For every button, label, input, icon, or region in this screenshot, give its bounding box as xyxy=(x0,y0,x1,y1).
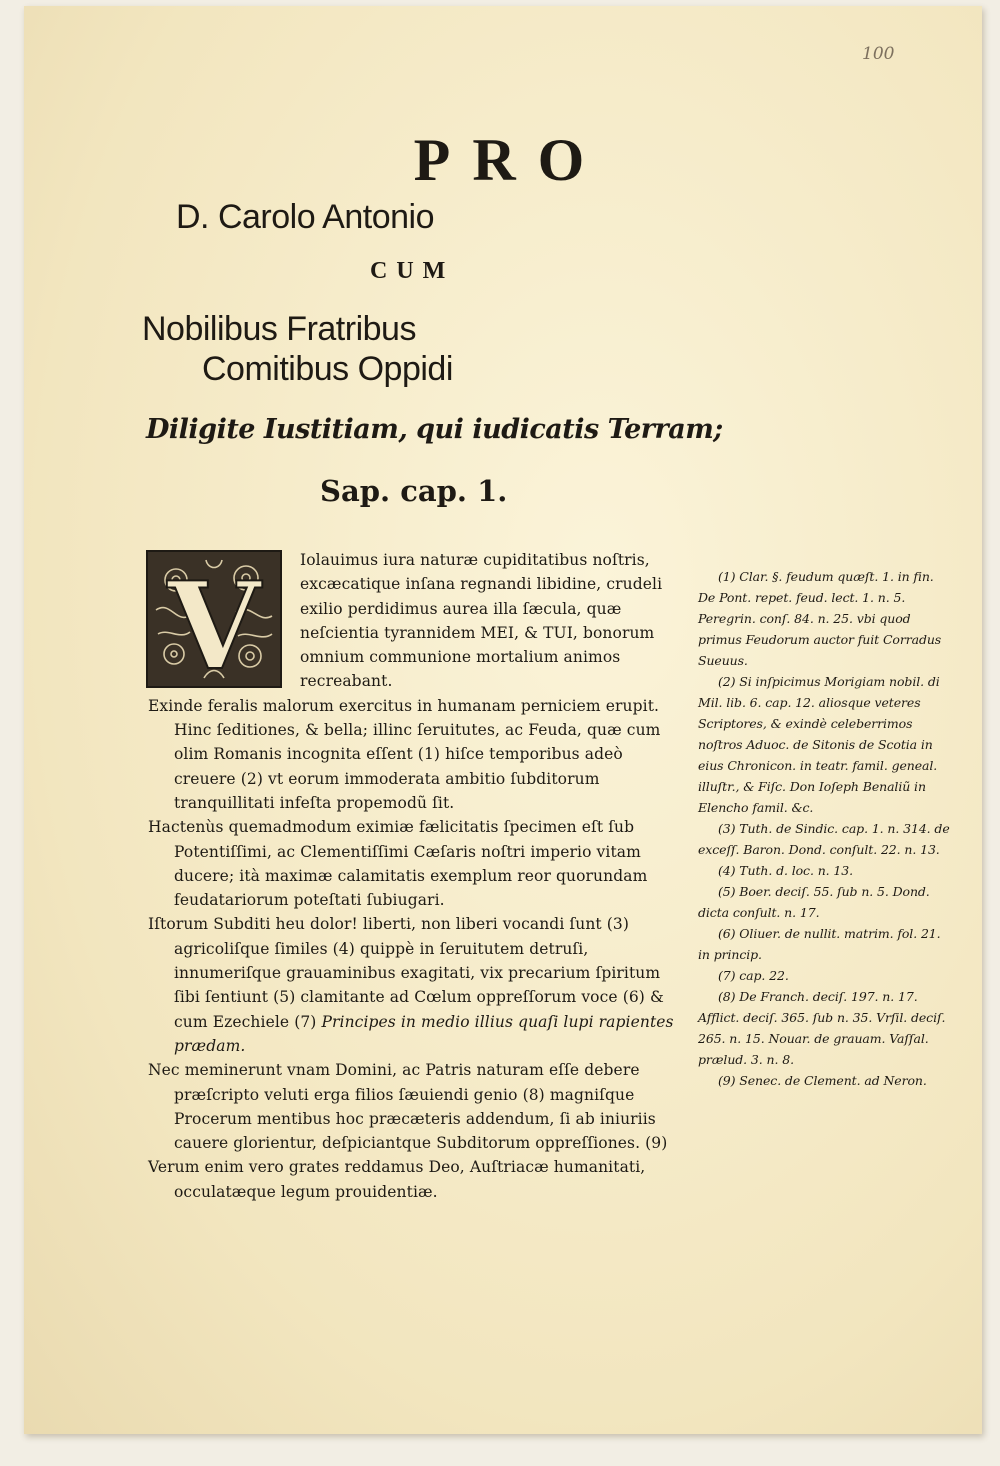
paragraph-2: Exinde feralis malorum exercitus in humanam perniciem erupit. Hinc ſeditiones, & bella; illinc ſeruitutes, ac Feuda, quæ cum olim Romanis incognita eſſent (1) hiſce temporibus adeò creuere (2) vt eorum immoderata ambitio ſubditorum tranquillitati infeſta propemodũ ſit. xyxy=(148,696,661,812)
paragraph-4-text: Iſtorum Subditi heu dolor! liberti, non liberi vocandi ſunt (3) agricoliſque ſimiles (4) quippè in ſeruitutem detruſi, innumeriſque grauaminibus exagitati, vix precarium ſpiritum ſibi ſentiunt (5) clamitante ad Cœlum oppreſſorum voce (6) & cum Ezechiele (7) xyxy=(148,915,664,1031)
scripture-quote: Principes in medio illius quaſi lupi rapientes prædam. xyxy=(174,1012,674,1055)
note-4: (4) Tuth. d. loc. n. 13. xyxy=(718,863,853,878)
note-6: (6) Oliuer. de nullit. matrim. fol. 21. in princip. xyxy=(698,926,941,962)
paragraph-3: Hactenùs quemadmodum eximiæ fælicitatis ſpecimen eſt ſub Potentiſſimi, ac Clementiſſimi Cæſaris noſtri imperio vitam ducere; ità maximæ calamitatis exemplum reor quorundam feudatariorum poteſtati ſubiugari. xyxy=(148,818,648,910)
note-2: (2) Si inſpicimus Morigiam nobil. di Mil. lib. 6. cap. 12. aliosque veteres Scriptores, & exindè celeberrimos noſtros Aduoc. de Sitonis de Scotia in eius Chronicon. in teatr. famil. geneal. illuſtr., & Fiſc. Don Ioſeph Benaliũ in Elencho famil. &c. xyxy=(698,674,940,815)
initial-letter: V xyxy=(167,556,261,688)
paragraph-1: Iolauimus iura naturæ cupiditatibus noſtris, excæcatique inſana regnandi libidine, crudeli exilio perdidimus aurea illa ſæcula, quæ neſcientia tyrannidem MEI, & TUI, bonorum omnium communione mortalium animos recreabant. xyxy=(300,551,663,691)
motto: Diligite Iustitiam, qui iudicatis Terram; xyxy=(146,414,723,445)
heading-cum: CUM xyxy=(370,258,455,284)
marginal-notes xyxy=(698,566,952,1091)
citation: Sap. cap. 1. xyxy=(320,474,508,508)
paragraph-5: Nec meminerunt vnam Domini, ac Patris naturam eſſe debere præſcripto veluti erga filios ſæuiendi genio (8) magniſque Procerum mentibus hoc præcæteris addendum, ſi ab iniuriis cauere glorientur, deſpiciantque Subditorum oppreſſiones. (9) xyxy=(148,1061,668,1153)
page-number: 100 xyxy=(862,44,895,64)
title: PRO xyxy=(413,127,607,193)
note-5: (5) Boer. deciſ. 55. ſub n. 5. Dond. dicta conſult. n. 17. xyxy=(698,884,930,920)
heading-comitibus: Comitibus Oppidi xyxy=(202,350,453,388)
note-1: (1) Clar. §. feudum quæſt. 1. in fin. De Pont. repet. feud. lect. 1. n. 5. Peregrin. conſ. 84. n. 25. vbi quod primus Feudorum auctor fuit Corradus Sueuus. xyxy=(698,569,942,668)
paragraph-4 xyxy=(148,912,688,1058)
heading-carolo: D. Carolo Antonio xyxy=(176,198,434,236)
note-8: (8) De Franch. deciſ. 197. n. 17. Afflict. deciſ. 365. ſub n. 35. Vrſil. deciſ. 265. n. 15. Nouar. de grauam. Vaſſal. prælud. 3. n. 8. xyxy=(698,989,946,1067)
main-text xyxy=(148,548,688,1204)
note-3: (3) Tuth. de Sindic. cap. 1. n. 314. de exceſſ. Baron. Dond. conſult. 22. n. 13. xyxy=(698,821,950,857)
paragraph-6: Verum enim vero grates reddamus Deo, Auſtriacæ humanitati, occulatæque legum prouidentiæ. xyxy=(148,1158,646,1201)
note-7: (7) cap. 22. xyxy=(718,968,789,983)
heading-nobilibus: Nobilibus Fratribus xyxy=(142,310,416,348)
note-9: (9) Senec. de Clement. ad Neron. xyxy=(718,1073,927,1088)
